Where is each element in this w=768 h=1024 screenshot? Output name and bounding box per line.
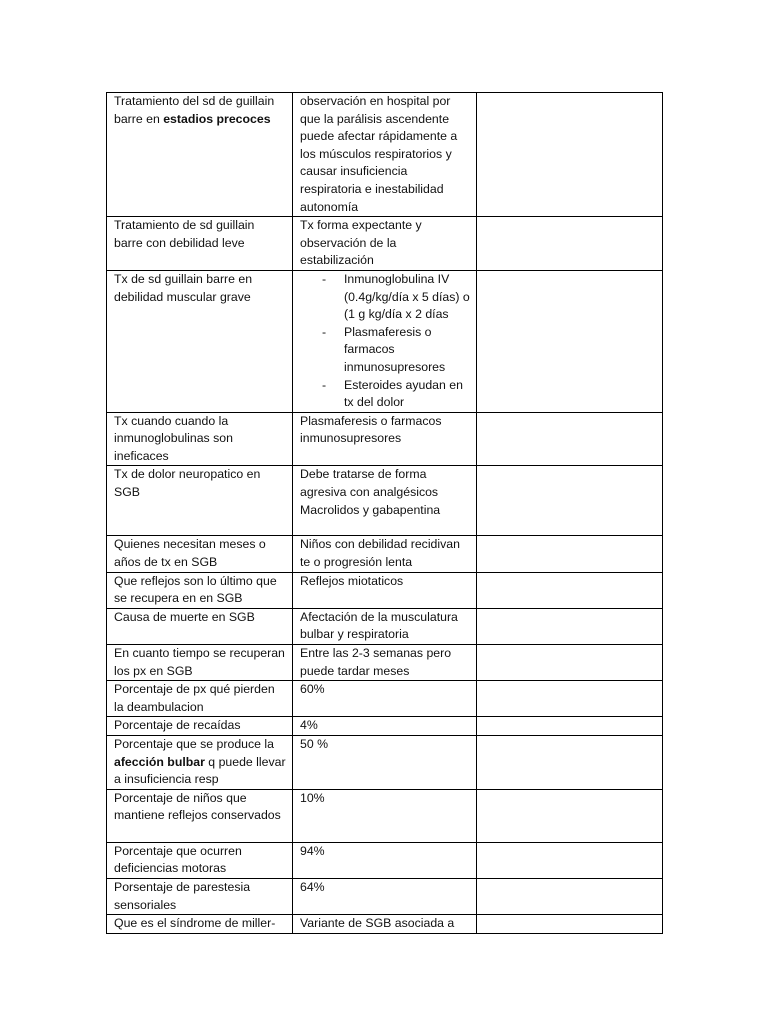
question-cell: Que reflejos son lo último que se recupera en en SGB [107, 572, 293, 608]
empty-cell [477, 878, 663, 914]
list-item: - Plasmaferesis o farmacos inmunosupresores [300, 324, 470, 377]
question-cell: Porcentaje de niños que mantiene reflejos conservados [107, 789, 293, 842]
question-cell: Tx cuando cuando la inmunoglobulinas son ineficaces [107, 412, 293, 466]
empty-cell [477, 789, 663, 842]
answer-cell: Debe tratarse de forma agresiva con analgésicos Macrolidos y gabapentina [293, 466, 477, 536]
empty-cell [477, 536, 663, 572]
answer-cell: Niños con debilidad recidivan te o progresión lenta [293, 536, 477, 572]
answer-cell: 60% [293, 681, 477, 717]
table-row [107, 270, 663, 412]
question-cell: Tx de sd guillain barre en debilidad muscular grave [107, 270, 293, 412]
answer-cell: 10% [293, 789, 477, 842]
bold-term: estadios precoces [163, 111, 271, 126]
answer-cell: 4% [293, 717, 477, 736]
table-row [107, 572, 663, 608]
table-row [107, 608, 663, 644]
empty-cell [477, 217, 663, 271]
table-row [107, 717, 663, 736]
answer-cell: Variante de SGB asociada a [293, 915, 477, 934]
list-item: - Esteroides ayudan en tx del dolor [300, 377, 470, 412]
question-cell: Quienes necesitan meses o años de tx en SGB [107, 536, 293, 572]
answer-cell: observación en hospital por que la parálisis ascendente puede afectar rápidamente a los músculos respiratorios y causar insuficiencia respiratoria e inestabilidad autonomía [293, 93, 477, 217]
list-item: - Inmunoglobulina IV (0.4g/kg/día x 5 días) o (1 g kg/día x 2 días [300, 271, 470, 324]
question-cell: Porcentaje que se produce la afección bulbar q puede llevar a insuficiencia resp [107, 736, 293, 790]
empty-cell [477, 842, 663, 878]
empty-cell [477, 93, 663, 217]
question-cell: Causa de muerte en SGB [107, 608, 293, 644]
answer-cell [293, 270, 477, 412]
empty-cell [477, 412, 663, 466]
question-cell: Porcentaje de px qué pierden la deambulacion [107, 681, 293, 717]
table-row [107, 412, 663, 466]
question-cell: En cuanto tiempo se recuperan los px en SGB [107, 645, 293, 681]
table-row [107, 736, 663, 790]
table-row [107, 789, 663, 842]
study-table [106, 92, 663, 934]
empty-cell [477, 608, 663, 644]
empty-cell [477, 645, 663, 681]
empty-cell [477, 736, 663, 790]
table-row [107, 645, 663, 681]
table-row [107, 217, 663, 271]
answer-cell: 94% [293, 842, 477, 878]
answer-cell: 64% [293, 878, 477, 914]
empty-cell [477, 466, 663, 536]
table-row [107, 878, 663, 914]
bold-term: afección bulbar [114, 754, 205, 769]
empty-cell [477, 915, 663, 934]
answer-cell: Entre las 2-3 semanas pero puede tardar meses [293, 645, 477, 681]
question-cell: Tx de dolor neuropatico en SGB [107, 466, 293, 536]
table-row [107, 842, 663, 878]
question-cell: Tratamiento del sd de guillain barre en estadios precoces [107, 93, 293, 217]
table-row [107, 466, 663, 536]
empty-cell [477, 681, 663, 717]
answer-cell: Plasmaferesis o farmacos inmunosupresores [293, 412, 477, 466]
empty-cell [477, 717, 663, 736]
question-cell: Porcentaje que ocurren deficiencias motoras [107, 842, 293, 878]
treatment-list [300, 271, 470, 412]
empty-cell [477, 270, 663, 412]
answer-cell: Afectación de la musculatura bulbar y respiratoria [293, 608, 477, 644]
table-row [107, 93, 663, 217]
table-row [107, 681, 663, 717]
question-cell: Porcentaje de recaídas [107, 717, 293, 736]
answer-cell: Reflejos miotaticos [293, 572, 477, 608]
question-cell: Que es el síndrome de miller- [107, 915, 293, 934]
table-row [107, 915, 663, 934]
question-cell: Porsentaje de parestesia sensoriales [107, 878, 293, 914]
question-cell: Tratamiento de sd guillain barre con debilidad leve [107, 217, 293, 271]
table-row [107, 536, 663, 572]
answer-cell: 50 % [293, 736, 477, 790]
empty-cell [477, 572, 663, 608]
answer-cell: Tx forma expectante y observación de la estabilización [293, 217, 477, 271]
